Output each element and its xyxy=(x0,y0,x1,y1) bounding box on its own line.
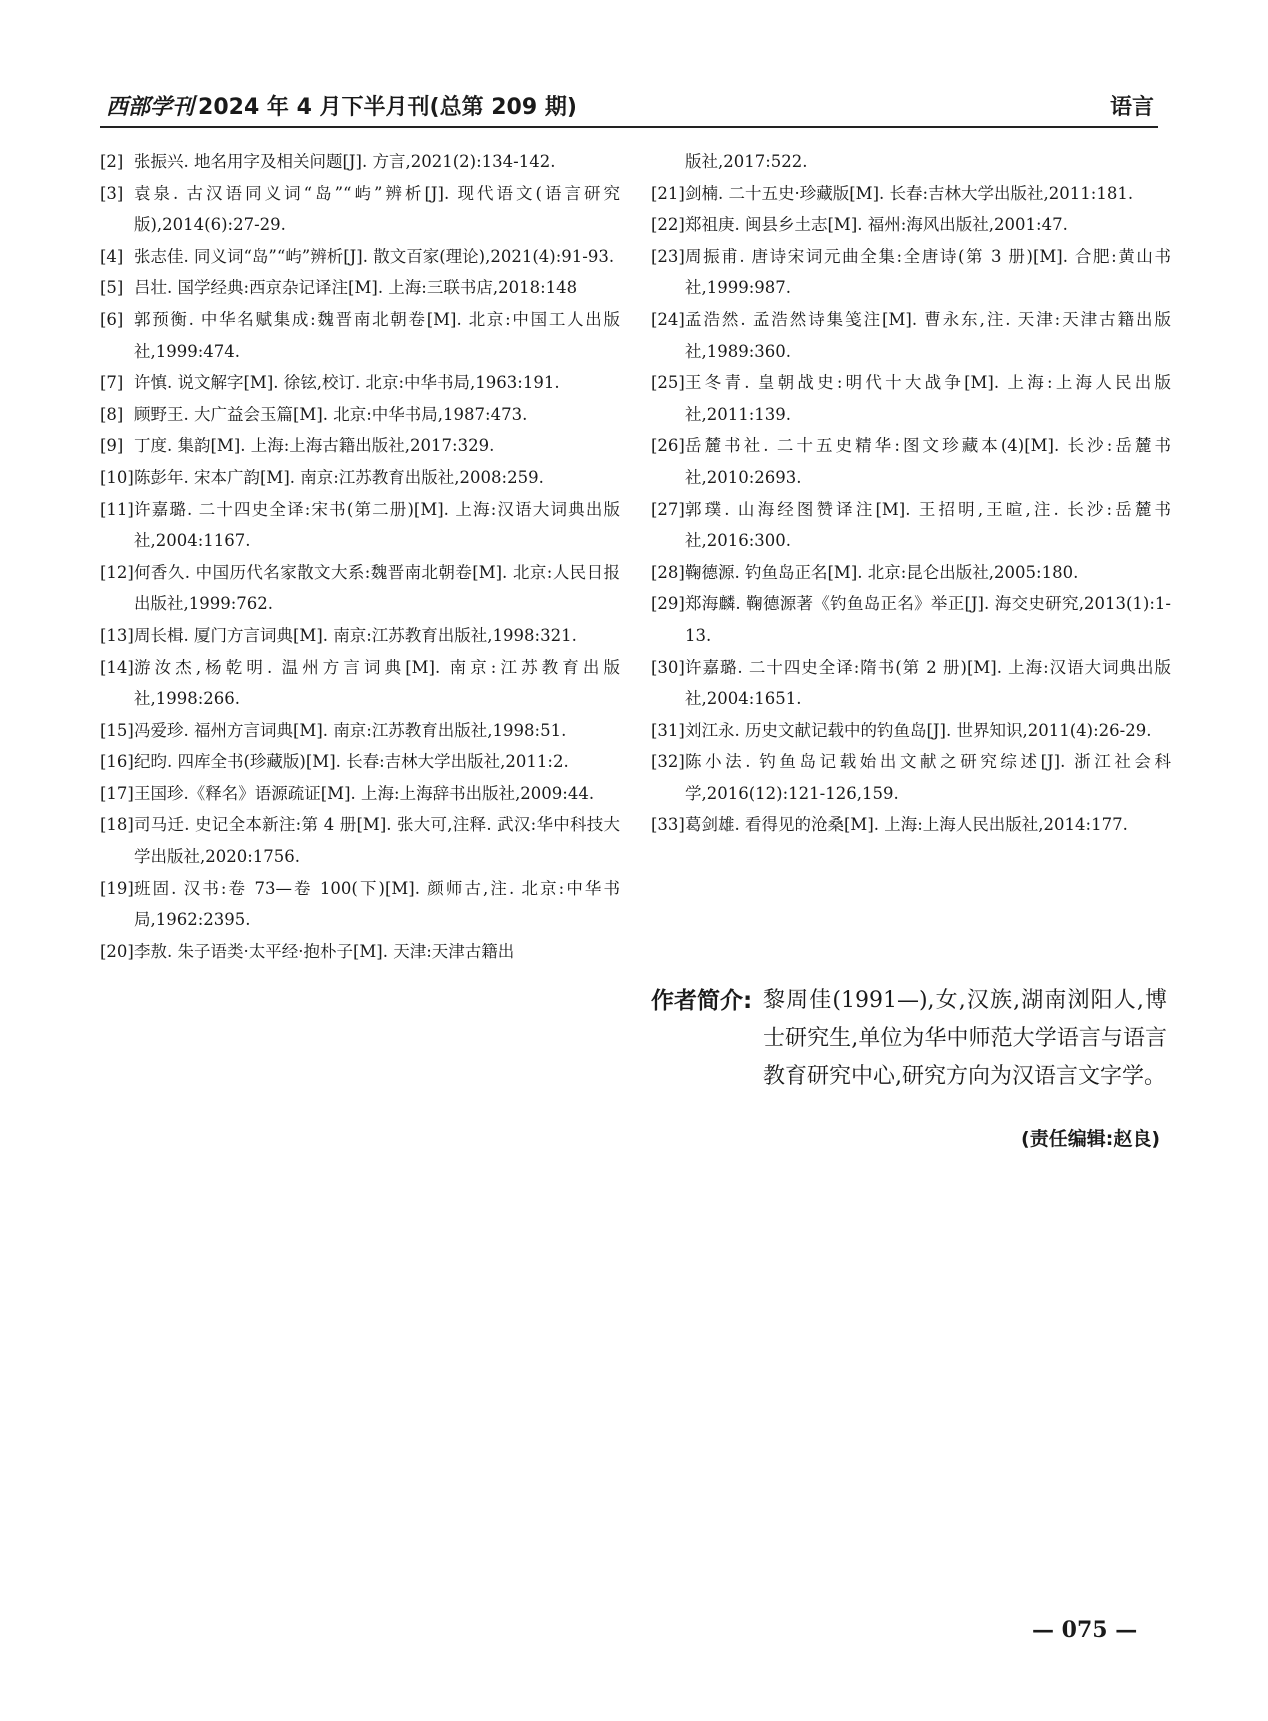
reference-item: [14] 游汝杰,杨乾明. 温州方言词典[M]. 南京:江苏教育出版社,1998:266. xyxy=(100,657,620,709)
reference-item: [6] 郭预衡. 中华名赋集成:魏晋南北朝卷[M]. 北京:中国工人出版社,1999:474. xyxy=(100,309,620,361)
reference-item: [33] 葛剑雄. 看得见的沧桑[M]. 上海:上海人民出版社,2014:177. xyxy=(651,815,1128,835)
reference-item: [20] 李敖. 朱子语类·太平经·抱朴子[M]. 天津:天津古籍出 xyxy=(100,941,515,961)
reference-item: [24] 孟浩然. 孟浩然诗集笺注[M]. 曹永东,注. 天津:天津古籍出版社,1989:360. xyxy=(651,309,1171,361)
page-header xyxy=(100,86,1158,128)
reference-item: [29] 郑海麟. 鞠德源著《钓鱼岛正名》举正[J]. 海交史研究,2013(1):1-13. xyxy=(651,594,1171,645)
author-bio-text: 黎周佳(1991—),女,汉族,湖南浏阳人,博士研究生,单位为华中师范大学语言与语言教育研究中心,研究方向为汉语言文字学。 xyxy=(763,988,1167,1089)
reference-item: [12] 何香久. 中国历代名家散文大系:魏晋南北朝卷[M]. 北京:人民日报出版社,1999:762. xyxy=(100,562,620,614)
reference-item: [27] 郭璞. 山海经图赞译注[M]. 王招明,王暄,注. 长沙:岳麓书社,2016:300. xyxy=(651,499,1171,551)
references-right-column xyxy=(651,146,1171,841)
author-bio xyxy=(651,982,1167,1096)
issue-info: 2024 年 4 月下半月刊(总第 209 期) xyxy=(198,95,577,120)
reference-item: [25] 王冬青. 皇朝战史:明代十大战争[M]. 上海:上海人民出版社,2011:139. xyxy=(651,373,1171,424)
reference-item: [23] 周振甫. 唐诗宋词元曲全集:全唐诗(第 3 册)[M]. 合肥:黄山书社,1999:987. xyxy=(651,246,1171,298)
reference-item: [8] 顾野王. 大广益会玉篇[M]. 北京:中华书局,1987:473. xyxy=(100,404,528,424)
reference-item: [3] 袁泉. 古汉语同义词“岛”“屿”辨析[J]. 现代语文(语言研究版),2014(6):27-29. xyxy=(100,183,620,235)
reference-item: [4] 张志佳. 同义词“岛”“屿”辨析[J]. 散文百家(理论),2021(4):91-93. xyxy=(100,246,615,266)
references-left-column xyxy=(100,146,620,967)
reference-item: [11] 许嘉璐. 二十四史全译:宋书(第二册)[M]. 上海:汉语大词典出版社,2004:1167. xyxy=(100,499,620,551)
reference-item: [21] 剑楠. 二十五史·珍藏版[M]. 长春:吉林大学出版社,2011:181. xyxy=(651,183,1134,203)
reference-item-continued: 版社,2017:522. xyxy=(685,152,808,171)
reference-item: [17] 王国珍.《释名》语源疏证[M]. 上海:上海辞书出版社,2009:44. xyxy=(100,783,595,803)
reference-item: [13] 周长楫. 厦门方言词典[M]. 南京:江苏教育出版社,1998:321. xyxy=(100,625,577,645)
reference-item: [7] 许慎. 说文解字[M]. 徐铉,校订. 北京:中华书局,1963:191. xyxy=(100,373,560,393)
section-title: 语言 xyxy=(1109,95,1154,120)
reference-item: [26] 岳麓书社. 二十五史精华:图文珍藏本(4)[M]. 长沙:岳麓书社,2010:2693. xyxy=(651,436,1171,487)
reference-item: [15] 冯爱珍. 福州方言词典[M]. 南京:江苏教育出版社,1998:51. xyxy=(100,720,567,740)
reference-item: [28] 鞠德源. 钓鱼岛正名[M]. 北京:昆仑出版社,2005:180. xyxy=(651,562,1079,582)
reference-item: [16] 纪昀. 四库全书(珍藏版)[M]. 长春:吉林大学出版社,2011:2. xyxy=(100,752,569,772)
page-number: — 075 — xyxy=(1032,1617,1138,1643)
reference-item: [5] 吕壮. 国学经典:西京杂记译注[M]. 上海:三联书店,2018:148 xyxy=(100,278,578,298)
reference-item: [9] 丁度. 集韵[M]. 上海:上海古籍出版社,2017:329. xyxy=(100,436,495,456)
reference-item: [22] 郑祖庚. 闽县乡土志[M]. 福州:海风出版社,2001:47. xyxy=(651,215,1068,235)
reference-item: [19] 班固. 汉书:卷 73—卷 100(下)[M]. 颜师古,注. 北京:中华书局,1962:2395. xyxy=(100,878,620,930)
author-bio-label: 作者简介: xyxy=(651,988,753,1014)
reference-item: [30] 许嘉璐. 二十四史全译:隋书(第 2 册)[M]. 上海:汉语大词典出版社,2004:1651. xyxy=(651,657,1171,709)
responsible-editor: (责任编辑:赵良) xyxy=(1021,1128,1160,1150)
journal-logo: 西部学刊 xyxy=(106,94,195,120)
reference-item: [18] 司马迁. 史记全本新注:第 4 册[M]. 张大可,注释. 武汉:华中科技大学出版社,2020:1756. xyxy=(100,815,620,867)
reference-item: [32] 陈小法. 钓鱼岛记载始出文献之研究综述[J]. 浙江社会科学,2016(12):121-126,159. xyxy=(651,752,1171,803)
reference-item: [2] 张振兴. 地名用字及相关问题[J]. 方言,2021(2):134-142. xyxy=(100,152,556,171)
reference-item: [31] 刘江永. 历史文献记载中的钓鱼岛[J]. 世界知识,2011(4):26-29. xyxy=(651,720,1152,740)
reference-item: [10] 陈彭年. 宋本广韵[M]. 南京:江苏教育出版社,2008:259. xyxy=(100,467,544,487)
journal-header xyxy=(106,90,577,121)
